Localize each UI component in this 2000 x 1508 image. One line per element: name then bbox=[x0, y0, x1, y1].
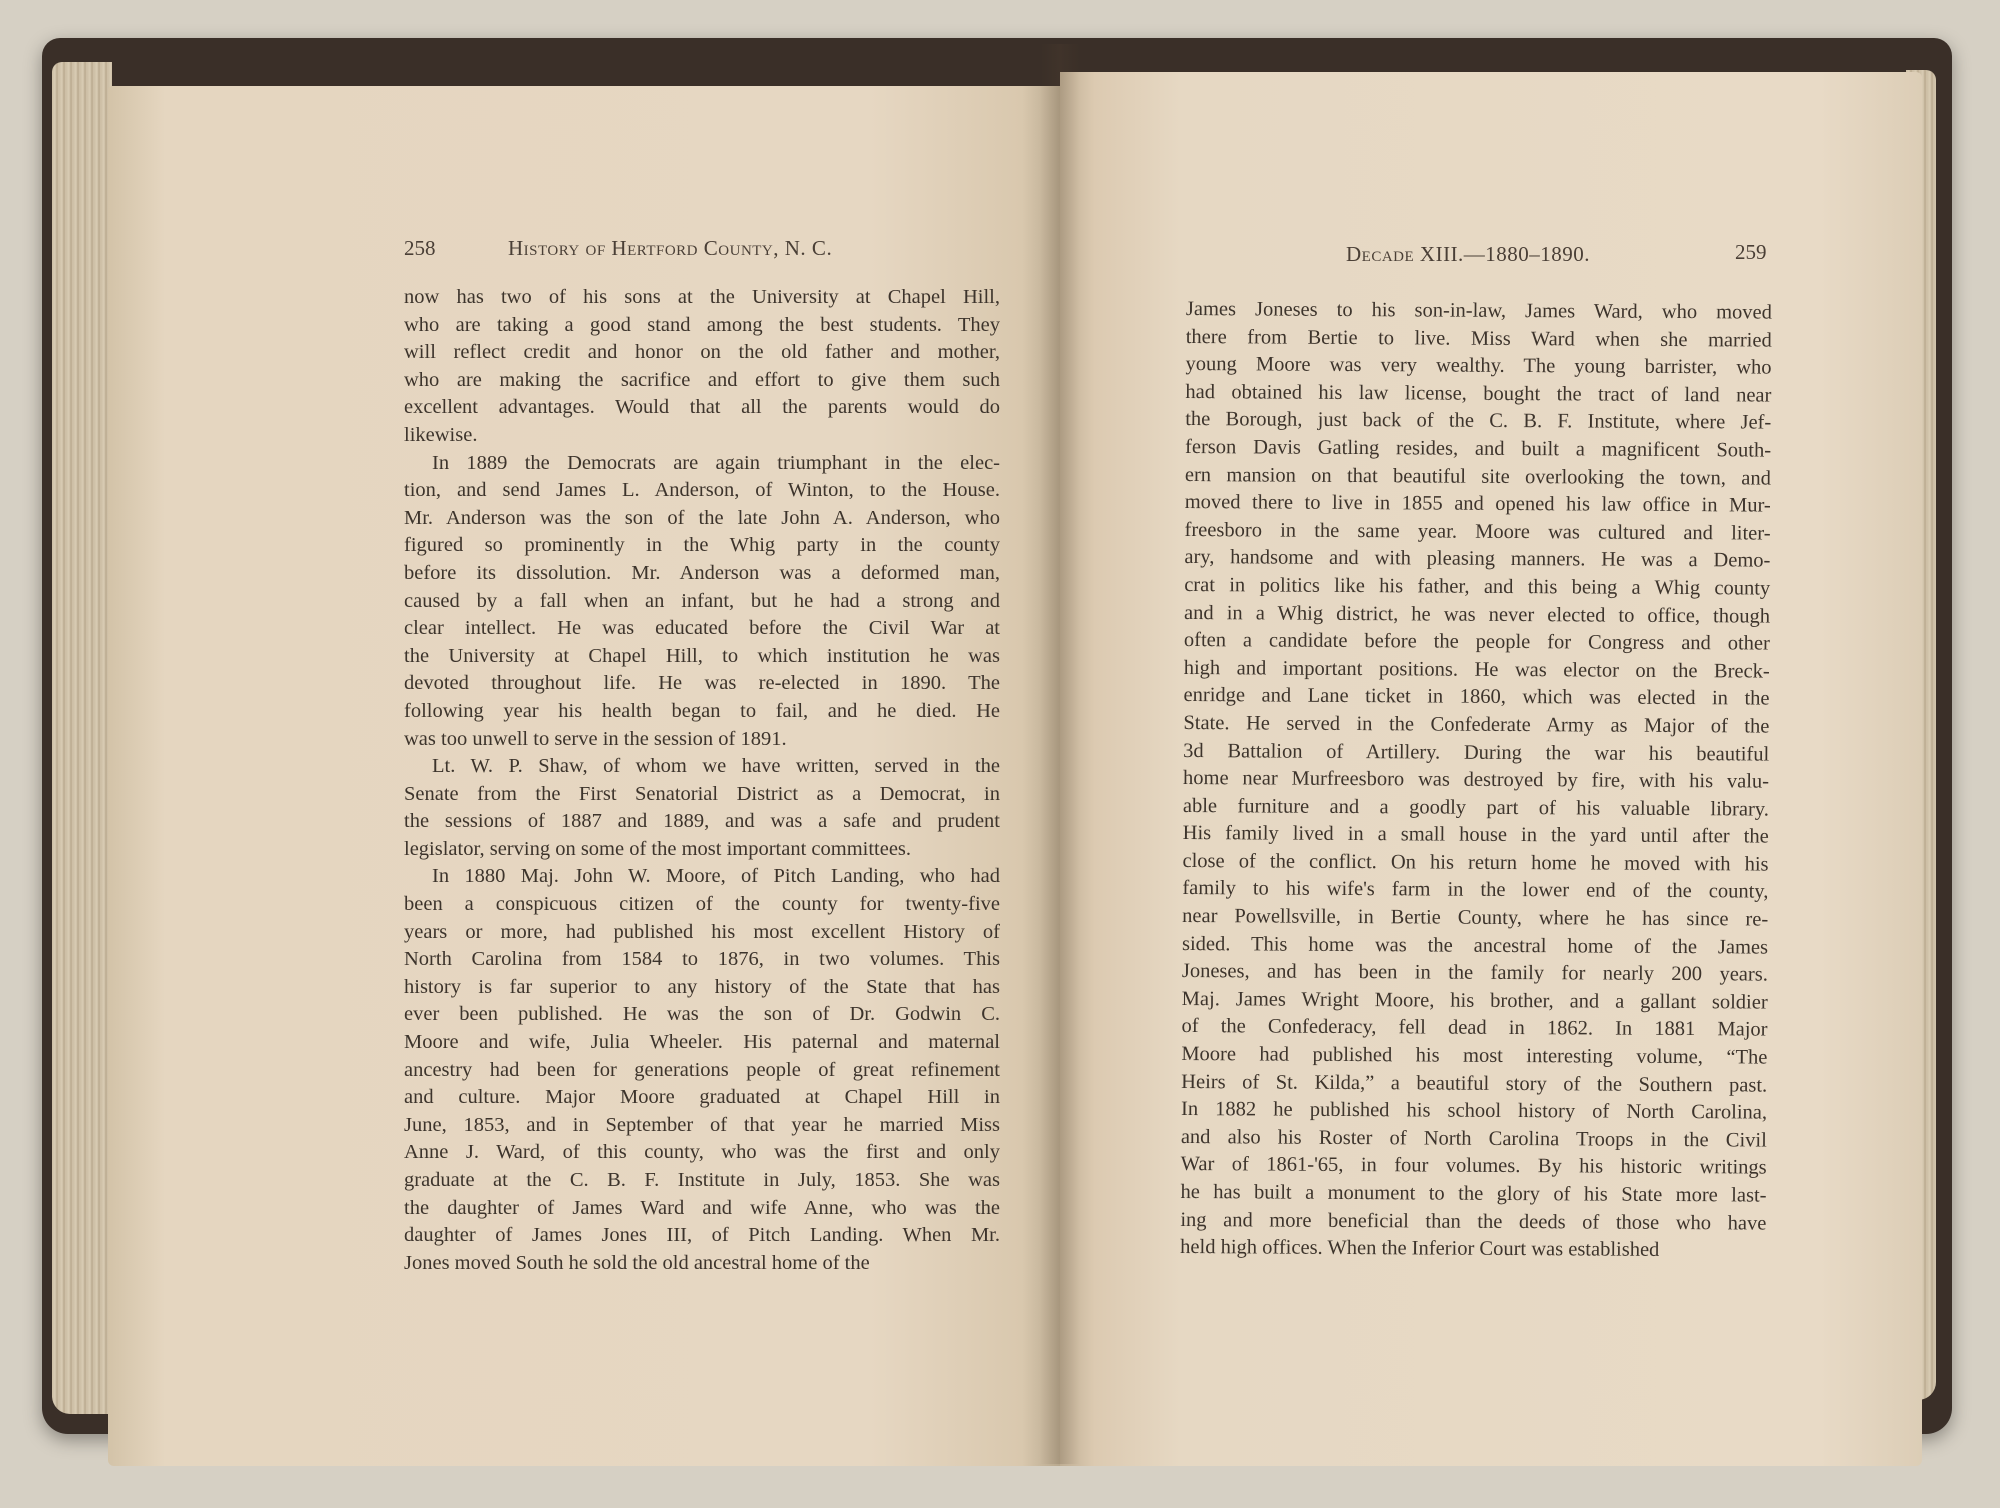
text-line: and in a Whig district, he was never elected to office, though bbox=[1183, 601, 1771, 628]
text-line: who are taking a good stand among the best students. They bbox=[404, 313, 1000, 336]
page-edges-left bbox=[52, 62, 112, 1414]
text-line: there from Bertie to live. Miss Ward when she married bbox=[1185, 325, 1772, 352]
text-line: near Powellsville, in Bertie County, where he has since re- bbox=[1182, 905, 1769, 931]
text-line: of the Confederacy, fell dead in 1862. In 1881 Major bbox=[1181, 1015, 1768, 1042]
text-line: clear intellect. He was educated before the Civil War at bbox=[404, 617, 1000, 640]
text-line: often a candidate before the people for Congress and other bbox=[1183, 629, 1770, 655]
text-line: His family lived in a small house in the yard until after the bbox=[1182, 822, 1769, 848]
text-line: ern mansion on that beautiful site overlooking the town, and bbox=[1184, 463, 1771, 490]
text-line: ary, handsome and with pleasing manners. He was a Demo- bbox=[1184, 546, 1771, 572]
text-line: Mr. Anderson was the son of the late John A. Anderson, who bbox=[404, 506, 1000, 529]
text-line: Jones moved South he sold the old ancestral home of the bbox=[404, 1251, 870, 1274]
text-line: history is far superior to any history of the State that has bbox=[404, 975, 1000, 998]
text-line: ever been published. He was the son of Dr. Godwin C. bbox=[404, 1003, 1000, 1026]
text-line: home near Murfreesboro was destroyed by fire, with his valu- bbox=[1182, 767, 1770, 793]
text-line: ing and more beneficial than the deeds of those who have bbox=[1180, 1208, 1767, 1235]
text-line: 3d Battalion of Artillery. During the war his beautiful bbox=[1183, 739, 1770, 766]
right-running-title: Decade XIII.—1880–1890. bbox=[1346, 242, 1591, 266]
text-line: the University at Chapel Hill, to which institution he was bbox=[404, 644, 1000, 667]
book-gutter bbox=[1040, 44, 1080, 1464]
text-line: the sessions of 1887 and 1889, and was a safe and prudent bbox=[404, 810, 1000, 833]
text-line: North Carolina from 1584 to 1876, in two volumes. This bbox=[404, 948, 1000, 971]
text-line: the daughter of James Ward and wife Anne, who was the bbox=[404, 1196, 1000, 1219]
text-line: In 1882 he published his school history of North Carolina, bbox=[1180, 1098, 1768, 1124]
right-page-number: 259 bbox=[1735, 240, 1767, 264]
text-line: the Borough, just back of the C. B. F. Institute, where Jef- bbox=[1185, 408, 1772, 434]
right-page-text bbox=[1180, 296, 1772, 1265]
text-line: figured so prominently in the Whig party in the county bbox=[404, 534, 1000, 557]
left-page-number: 258 bbox=[404, 236, 436, 260]
text-line: ferson Davis Gatling resides, and built a magnificent South- bbox=[1185, 435, 1772, 462]
text-line: graduate at the C. B. F. Institute in July, 1853. She was bbox=[404, 1169, 1000, 1191]
text-line: was too unwell to serve in the session of 1891. bbox=[404, 727, 787, 750]
text-line: close of the conflict. On his return home he moved with his bbox=[1182, 849, 1769, 876]
text-line: sided. This home was the ancestral home of the James bbox=[1181, 932, 1769, 959]
text-line: he has built a monument to the glory of his State more last- bbox=[1180, 1180, 1767, 1207]
text-line: freesboro in the same year. Moore was cultured and liter- bbox=[1184, 518, 1771, 545]
text-line: been a conspicuous citizen of the county for twenty-five bbox=[404, 893, 1000, 916]
text-line: now has two of his sons at the University at Chapel Hill, bbox=[404, 286, 1000, 308]
text-line: State. He served in the Confederate Army as Major of the bbox=[1183, 711, 1770, 738]
text-line: who are making the sacrifice and effort to give them such bbox=[404, 368, 1000, 391]
text-line: ancestry had been for generations people of great refinement bbox=[404, 1058, 1000, 1081]
text-line: Lt. W. P. Shaw, of whom we have written, served in the bbox=[432, 755, 1000, 778]
text-line: legislator, serving on some of the most important committees. bbox=[404, 837, 912, 860]
text-line: excellent advantages. Would that all the parents would do bbox=[404, 396, 1000, 419]
text-line: young Moore was very wealthy. The young barrister, who bbox=[1185, 353, 1772, 379]
text-line: devoted throughout life. He was re-elected in 1890. The bbox=[404, 672, 1000, 695]
text-line: enridge and Lane ticket in 1860, which was elected in the bbox=[1183, 684, 1770, 710]
text-line: years or more, had published his most excellent History of bbox=[404, 920, 1000, 943]
text-line: In 1880 Maj. John W. Moore, of Pitch Landing, who had bbox=[432, 865, 1000, 888]
text-line: Joneses, and has been in the family for nearly 200 years. bbox=[1181, 960, 1768, 986]
text-line: high and important positions. He was elector on the Breck- bbox=[1183, 656, 1770, 683]
text-line: likewise. bbox=[404, 423, 478, 446]
text-line: June, 1853, and in September of that year he married Miss bbox=[404, 1113, 1000, 1136]
text-line: War of 1861-'65, in four volumes. By his historic writings bbox=[1180, 1153, 1767, 1179]
text-line: tion, and send James L. Anderson, of Winton, to the House. bbox=[404, 479, 1000, 502]
text-line: In 1889 the Democrats are again triumphant in the elec- bbox=[432, 451, 1000, 474]
text-line: able furniture and a goodly part of his valuable library. bbox=[1182, 794, 1769, 821]
text-line: family to his wife's farm in the lower end of the county, bbox=[1182, 877, 1769, 904]
text-line: and culture. Major Moore graduated at Chapel Hill in bbox=[404, 1086, 1000, 1109]
text-line: before its dissolution. Mr. Anderson was a deformed man, bbox=[404, 561, 1000, 584]
text-line: Maj. James Wright Moore, his brother, and a gallant soldier bbox=[1181, 987, 1768, 1014]
left-running-title: History of Hertford County, N. C. bbox=[508, 236, 833, 260]
text-line: Anne J. Ward, of this county, who was the first and only bbox=[404, 1141, 1000, 1164]
text-line: and also his Roster of North Carolina Troops in the Civil bbox=[1180, 1125, 1767, 1152]
text-line: Heirs of St. Kilda,” a beautiful story of the Southern past. bbox=[1181, 1070, 1768, 1097]
text-line: caused by a fall when an infant, but he had a strong and bbox=[404, 589, 1000, 612]
text-line: held high offices. When the Inferior Court was established bbox=[1180, 1236, 1660, 1262]
text-line: moved there to live in 1855 and opened his law office in Mur- bbox=[1184, 491, 1771, 517]
left-page-text bbox=[404, 284, 1000, 1277]
text-line: following year his health began to fail, and he died. He bbox=[404, 699, 1000, 722]
text-line: crat in politics like his father, and this being a Whig county bbox=[1184, 573, 1771, 600]
text-line: will reflect credit and honor on the old father and mother, bbox=[404, 341, 1000, 364]
text-line: daughter of James Jones III, of Pitch Landing. When Mr. bbox=[404, 1224, 1000, 1247]
text-line: James Joneses to his son-in-law, James Ward, who moved bbox=[1185, 297, 1772, 324]
text-line: Moore had published his most interesting volume, “The bbox=[1181, 1043, 1768, 1069]
text-line: Senate from the First Senatorial District as a Democrat, in bbox=[404, 782, 1000, 805]
text-line: had obtained his law license, bought the tract of land near bbox=[1185, 380, 1772, 407]
text-line: Moore and wife, Julia Wheeler. His paternal and maternal bbox=[404, 1031, 1000, 1054]
